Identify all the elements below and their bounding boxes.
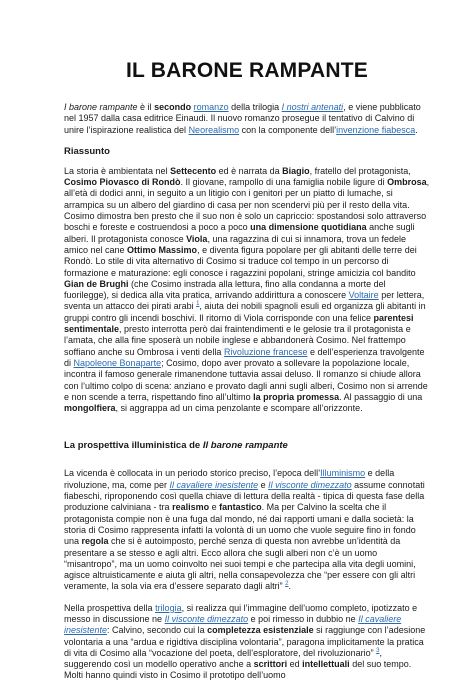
intro-text: della trilogia (228, 102, 282, 112)
footnote-ref-2[interactable]: 2 (285, 581, 289, 588)
intro-text: è il (137, 102, 155, 112)
story-text: ed è narrata da (216, 165, 283, 176)
story-text: (che Cosimo instrada alla lettura, fino alla condanna a morte del fuorilegge), si dedica alla vita pratica, arrivando addirittura a conoscere (64, 278, 386, 301)
nella-bold: scrittori (253, 659, 288, 670)
link-neorealismo[interactable]: Neorealismo (188, 124, 240, 135)
footnote-ref-1[interactable]: 1 (196, 301, 200, 308)
link-romanzo[interactable]: romanzo (193, 102, 229, 112)
intro-paragraph (64, 102, 430, 136)
nella-text: ed (287, 659, 303, 670)
vicenda-text: e della rivoluzione, ma, come per (64, 468, 395, 490)
story-text: e dell’esperienza travolgente di (64, 346, 425, 368)
page-title: IL BARONE RAMPANTE (126, 59, 368, 82)
section-heading-riassunto: Riassunto (64, 145, 110, 157)
intro-text: , e viene pubblicato nel 1957 dalla casa editrice Einaudi. Il nuovo romanzo prosegue il tentativo di Calvino di unire l’ispirazione realistica del (64, 102, 421, 135)
nella-text: : Calvino, secondo cui la (107, 625, 208, 636)
story-bold: Settecento (170, 165, 217, 176)
story-text: , fratello del protagonista, (309, 165, 411, 176)
nella-text: si raggiunge con l’adesione volontaria a una “ardua e rigidtiva disciplina volontaria”, paragona implicitamente la pratica di vita di Cosimo alla “vocazione del poeta, dell’esploratore, del rivoluzionario” (64, 625, 426, 658)
heading-italic: Il barone rampante (202, 440, 288, 452)
vicenda-text: La vicenda è collocata in un periodo storico preciso, l’epoca dell’ (64, 468, 321, 479)
story-bold: Viola (186, 233, 208, 244)
nella-text: , suggerendo così un modello operativo anche a (64, 647, 383, 670)
link-il-visconte-dimezzato-2[interactable]: Il visconte dimezzato (164, 613, 249, 624)
link-i-nostri-antenati[interactable]: I nostri antenati (281, 102, 344, 112)
story-text: La storia è ambientata nel (64, 165, 171, 176)
nella-bold: intellettuali (302, 659, 350, 670)
story-bold: la propria promessa (253, 391, 340, 402)
section-heading-prospettiva (64, 440, 430, 452)
story-bold: una dimensione quotidiana (250, 222, 367, 233)
story-bold: Ottimo Massimo (127, 244, 198, 255)
link-il-cavaliere-inesistente[interactable]: Il cavaliere inesistente (169, 479, 259, 490)
footnote-ref-3[interactable]: 3 (376, 647, 380, 654)
link-illuminismo[interactable]: Illuminismo (320, 468, 366, 479)
link-il-visconte-dimezzato[interactable]: Il visconte dimezzato (268, 479, 352, 490)
nella-text: Nella prospettiva della (64, 602, 156, 613)
nella-text: del suo tempo. Molti hanno quindi visto in Cosimo il prototipo dell’uomo (64, 659, 412, 681)
vicenda-paragraph (64, 468, 430, 592)
story-bold: Gian de Brughi (64, 278, 129, 289)
vicenda-text: che si è autoimposto, perché senza di questa non avrebbe un’identità da presentare a se stesso e agli altri. Ecco allora che sugli alberi non c’è un uomo “misantropo”, ma un uomo coinvolto nei suoi tempi e che partecipa alla vita degli uomini, agisce altruisticamente e aiuta gli altri, nella consapevolezza che “per essere con gli altri veramente, la sola via era d’essere separato dagli altri” (64, 536, 416, 592)
story-text: , all’età di dodici anni, in seguito a un litigio con i genitori per un piatto di lumache, si arrampica su un albero del giardino di casa per non scendervi più per il resto della vita. Cosimo dimostra ben presto che il suo non è solo un capriccio: spostandosi solo attraverso boschi e foreste e costruendosi a poco a poco (64, 177, 430, 233)
story-text: per lettera, sventa un attacco dei pirati arabi (64, 290, 425, 312)
link-rivoluzione-francese[interactable]: Rivoluzione francese (223, 346, 308, 357)
vicenda-bold: realismo (172, 502, 210, 513)
nella-text: , si realizza qui l’immagine dell’uomo completo, ipotizzato e messo in discussione ne (64, 602, 418, 624)
story-bold: parentesi sentimentale (64, 312, 414, 335)
story-text: , una ragazzina di cui si innamora, trova un fedele amico nel cane (64, 233, 407, 255)
intro-text: I barone rampante (64, 102, 138, 112)
vicenda-text: assume connotati fiabeschi, riproponendo così quella chiave di lettura della realtà - tipica di questa fase della produzione calviniana - tra (64, 479, 425, 513)
story-text: , presto interrotta però dai fraintendimenti e le gelosie tra il protagonista e l’amata, che alla fine sposerà un nobile inglese e abbandonerà Cosimo. Nel frattempo soffiano anche su Ombrosa i venti della (64, 324, 411, 357)
intro-text: . (415, 124, 418, 135)
heading-text: La prospettiva illuministica de (64, 440, 203, 452)
story-text: . Il giovane, rampollo di una famiglia nobile ligure di (180, 177, 388, 188)
nella-text: e poi rimesso in dubbio ne (248, 613, 359, 624)
story-text: . Al passaggio di una (339, 391, 423, 402)
story-text: , e diventa figura popolare per gli abitanti delle terre dei Rondò. Lo stile di vita alternativo di Cosimo si traduce col tempo in un percorso di formazione e maturazione: egli conosce i ragazzini popolani, stringe amicizia col bandito (64, 244, 417, 278)
story-text: , si aggrappa ad un cima penzolante e scompare all’orizzonte. (115, 403, 363, 414)
vicenda-text: e (209, 502, 220, 513)
story-text: , aiuta dei nobili spagnoli esuli ed organizza gli abitanti in gruppi contro gli incendi boschivi. Il ritorno di Viola corrisponde con una felice (64, 301, 426, 323)
story-text: anche sugli alberi. Il protagonista conosce (64, 222, 415, 244)
link-il-cavaliere-inesistente-2[interactable]: Il cavaliere inesistente (64, 613, 402, 636)
vicenda-bold: fantastico (219, 502, 262, 513)
vicenda-text: e (258, 479, 269, 490)
link-trilogia[interactable]: trilogia (155, 602, 182, 613)
vicenda-bold: regola (81, 536, 109, 547)
story-bold: mongolfiera (64, 403, 116, 414)
story-text: ; Cosimo, dopo aver provato a sollevare la popolazione locale, incontra il famoso generale rimanendone tuttavia assai deluso. Il romanzo si chiude allora con l’ultimo colpo di scena: anziano e provato dagli anni sugli alberi, Cosimo non si arrende e non scende a terra, rispettando fino all’ultimo (64, 357, 428, 402)
story-paragraph (64, 166, 430, 415)
nella-bold: completezza esistenziale (207, 625, 314, 636)
link-napoleone-bonaparte[interactable]: Napoleone Bonaparte (73, 357, 162, 368)
story-bold: Cosimo Piovasco di Rondò (64, 177, 181, 188)
link-invenzione-fiabesca[interactable]: invenzione fiabesca (336, 124, 416, 135)
intro-bold: secondo (154, 102, 192, 112)
story-bold: Ombrosa (387, 177, 427, 188)
story-bold: Biagio (282, 165, 310, 176)
link-voltaire[interactable]: Voltaire (348, 290, 379, 301)
intro-text: con la componente dell’ (239, 124, 337, 135)
vicenda-text: . Ma per Calvino la scelta che il protagonista compie non è una fuga dal mondo, né dai rapporti umani e dalla società: la storia di Cosimo rappresenta infatti la volontà di un uomo che vuole seguire fino in fondo una (64, 502, 416, 547)
vicenda-text: . (288, 581, 291, 592)
